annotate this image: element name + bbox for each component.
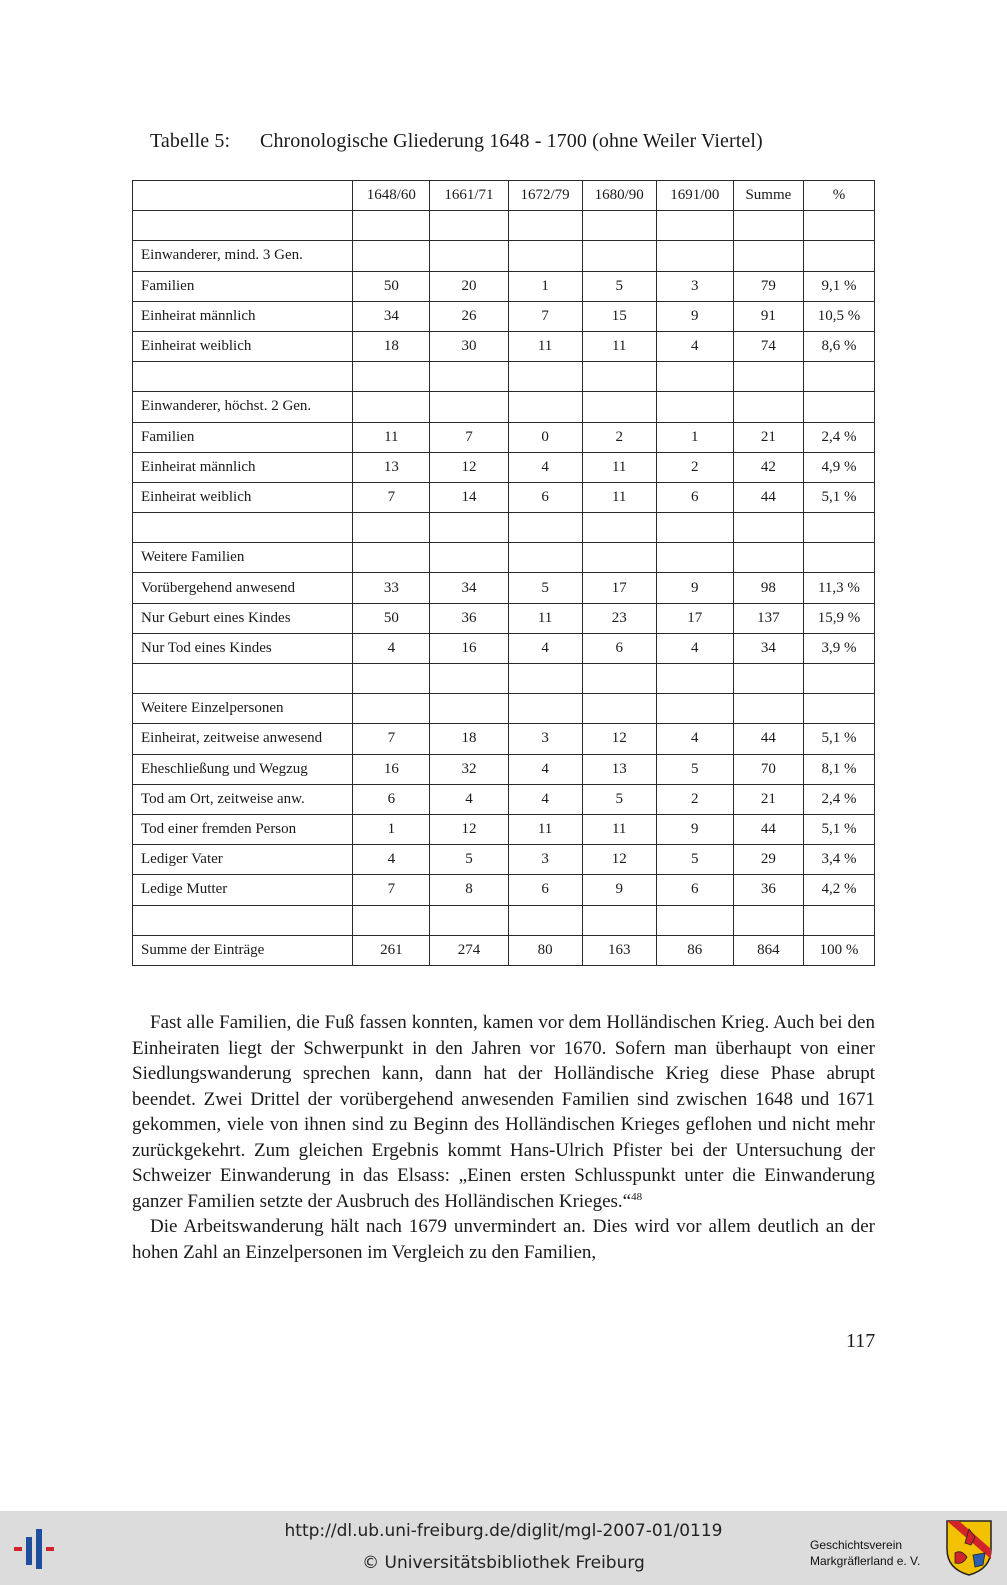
society-name [810,1537,920,1569]
row-label-cell [133,905,353,935]
table-cell: 11 [582,452,656,482]
table-cell: 3 [508,845,582,875]
table-cell [353,362,430,392]
table-row [133,573,875,603]
table-cell: 137 [733,603,803,633]
table-row [133,905,875,935]
table-row [133,241,875,271]
table-cell [430,211,508,241]
table-cell: 7 [353,875,430,905]
table-cell [353,392,430,422]
table-cell: 4 [656,724,733,754]
table-cell: 3,4 % [803,845,874,875]
table-cell: 11 [508,331,582,361]
table-cell [656,211,733,241]
table-cell [733,694,803,724]
table-cell: 44 [733,814,803,844]
table-row [133,935,875,965]
table-cell [582,392,656,422]
row-label-cell: Tod einer fremden Person [133,814,353,844]
table-cell: 98 [733,573,803,603]
table-cell [733,905,803,935]
table-cell: 864 [733,935,803,965]
table-cell: 1 [353,814,430,844]
table-cell: 11 [508,814,582,844]
table-cell: 7 [508,301,582,331]
table-cell: 7 [430,422,508,452]
table-cell [733,362,803,392]
table-cell: 14 [430,482,508,512]
table-cell [656,664,733,694]
table-row [133,543,875,573]
table-cell: 44 [733,482,803,512]
table-cell [430,543,508,573]
table-row [133,603,875,633]
table-cell: 23 [582,603,656,633]
caption-label: Tabelle 5: [150,130,231,152]
table-cell [508,905,582,935]
table-cell: 5 [508,573,582,603]
table-cell: 100 % [803,935,874,965]
table-cell: 18 [430,724,508,754]
row-label-cell: Einheirat männlich [133,301,353,331]
table-cell [582,664,656,694]
table-cell: 1 [656,422,733,452]
table-cell: 9 [656,301,733,331]
table-cell: 20 [430,271,508,301]
table-cell: 4 [353,845,430,875]
table-cell: 2 [582,422,656,452]
table-cell [803,211,874,241]
row-label-cell [133,513,353,543]
table-cell [430,664,508,694]
table-cell: 26 [430,301,508,331]
table-cell: 1661/71 [430,181,508,211]
table-cell: 17 [582,573,656,603]
table-cell [582,241,656,271]
table-cell [803,543,874,573]
table-cell [656,392,733,422]
table-cell: 5 [430,845,508,875]
table-cell: 33 [353,573,430,603]
table-cell: 5,1 % [803,814,874,844]
table-cell: 9,1 % [803,271,874,301]
row-label-cell: Ledige Mutter [133,875,353,905]
table-cell [353,694,430,724]
table-cell [430,392,508,422]
table-cell: 42 [733,452,803,482]
row-label-cell: Familien [133,422,353,452]
coat-of-arms-icon [945,1519,993,1577]
table-row [133,211,875,241]
table-cell: 6 [353,784,430,814]
table-cell [803,392,874,422]
table-cell: 34 [733,633,803,663]
table-cell: 70 [733,754,803,784]
table-row [133,301,875,331]
table-row [133,362,875,392]
row-label-cell: Weitere Familien [133,543,353,573]
table-cell [656,241,733,271]
table-cell: 6 [656,875,733,905]
table-cell: 4 [656,331,733,361]
row-label-cell: Einheirat männlich [133,452,353,482]
table-cell: 1691/00 [656,181,733,211]
table-cell [430,905,508,935]
table-cell [508,694,582,724]
table-cell [353,543,430,573]
table-row [133,331,875,361]
footnote-ref[interactable]: 48 [631,1190,643,1203]
table-cell: 0 [508,422,582,452]
table-cell: % [803,181,874,211]
table-cell [656,362,733,392]
society-line-1: Geschichtsverein [810,1538,903,1552]
row-label-cell: Tod am Ort, zeitweise anw. [133,784,353,814]
table-cell: 274 [430,935,508,965]
row-label-cell [133,664,353,694]
table-cell [508,362,582,392]
table-cell [733,543,803,573]
table-cell [582,694,656,724]
row-label-cell: Einheirat weiblich [133,482,353,512]
table-cell [803,905,874,935]
table-cell: 21 [733,422,803,452]
table-cell [353,664,430,694]
row-label-cell: Summe der Einträge [133,935,353,965]
table-cell [353,513,430,543]
table-cell: 79 [733,271,803,301]
table-cell: 2 [656,452,733,482]
table-cell: 261 [353,935,430,965]
page-number: 117 [846,1330,876,1352]
table-row [133,664,875,694]
table-cell [656,905,733,935]
table-cell [733,513,803,543]
table-cell: 8 [430,875,508,905]
table-cell: 5,1 % [803,482,874,512]
table-cell: 9 [656,814,733,844]
table-cell: 15 [582,301,656,331]
table-cell [733,664,803,694]
table-row [133,845,875,875]
row-label-cell: Einwanderer, höchst. 2 Gen. [133,392,353,422]
table-cell: 4 [508,452,582,482]
footer-copyright: © Universitätsbibliothek Freiburg [362,1553,645,1573]
table-cell: 50 [353,603,430,633]
table-cell: 12 [430,452,508,482]
paragraph-1 [132,1010,875,1214]
table-cell: 11,3 % [803,573,874,603]
footer-url[interactable]: http://dl.ub.uni-freiburg.de/diglit/mgl-2007-01/0119 [284,1521,723,1541]
table-cell: 18 [353,331,430,361]
table-cell: Summe [733,181,803,211]
table-cell: 8,6 % [803,331,874,361]
table-cell [733,241,803,271]
table-cell: 5 [656,845,733,875]
table-cell: 5 [656,754,733,784]
caption-title: Chronologische Gliederung 1648 - 1700 (ohne Weiler Viertel) [260,130,763,152]
table-cell [353,211,430,241]
table-cell: 80 [508,935,582,965]
table-cell: 91 [733,301,803,331]
row-label-cell: Nur Tod eines Kindes [133,633,353,663]
row-label-cell: Einwanderer, mind. 3 Gen. [133,241,353,271]
table-cell [582,543,656,573]
table-cell: 15,9 % [803,603,874,633]
table-cell [508,513,582,543]
table-cell: 2,4 % [803,784,874,814]
table-cell [803,513,874,543]
row-label-cell: Lediger Vater [133,845,353,875]
table-cell [353,905,430,935]
table-cell: 3,9 % [803,633,874,663]
table-row [133,694,875,724]
table-cell: 32 [430,754,508,784]
table-cell [508,211,582,241]
table-cell: 10,5 % [803,301,874,331]
table-cell: 44 [733,724,803,754]
table-cell: 2,4 % [803,422,874,452]
table-row [133,513,875,543]
table-cell: 12 [430,814,508,844]
footer-bar [0,1511,1007,1585]
table-row [133,784,875,814]
table-cell: 5 [582,271,656,301]
table-cell: 4,9 % [803,452,874,482]
row-label-cell: Familien [133,271,353,301]
table-cell [582,513,656,543]
table-cell: 7 [353,724,430,754]
table-cell: 4 [656,633,733,663]
table-cell: 9 [656,573,733,603]
table-cell: 7 [353,482,430,512]
table-cell: 6 [508,482,582,512]
paragraph-1-text: Fast alle Familien, die Fuß fassen konnten, kamen vor dem Holländischen Krieg. Auch bei den Einheiraten liegt der Schwerpunkt in den Jahren vor 1670. Sofern man überhaupt von einer Siedlungswanderung sprechen kann, dann hat der Holländische Krieg diese Phase abrupt beendet. Zwei Drittel der vorübergehend anwesenden Familien sind zwischen 1648 und 1671 gekommen, viele von ihnen sind zu Beginn des Holländischen Krieges geflohen und nicht mehr zurückgekehrt. Zum gleichen Ergebnis kommt Hans-Ulrich Pfister bei der Untersuchung der Schweizer Einwanderung in das Elsass: „Einen ersten Schlusspunkt unter die Einwanderung ganzer Familien setzte der Ausbruch des Holländischen Krieges.“ [132,1012,875,1212]
table-cell [656,543,733,573]
table-cell: 50 [353,271,430,301]
row-label-cell [133,362,353,392]
table-cell [803,241,874,271]
data-table [132,180,875,966]
table-cell: 13 [353,452,430,482]
table-cell: 16 [353,754,430,784]
table-cell: 11 [582,482,656,512]
table-cell [656,513,733,543]
table-cell [733,211,803,241]
table-cell: 163 [582,935,656,965]
row-label-cell [133,181,353,211]
table-cell: 11 [582,814,656,844]
table-row [133,875,875,905]
table-row [133,724,875,754]
table-cell [353,241,430,271]
table-cell: 4 [508,633,582,663]
table-body [133,181,875,966]
table-cell: 36 [733,875,803,905]
table-cell [803,694,874,724]
table-row [133,392,875,422]
table-cell: 30 [430,331,508,361]
table-cell: 3 [508,724,582,754]
row-label-cell [133,211,353,241]
table-cell [430,362,508,392]
table-cell: 5,1 % [803,724,874,754]
table-cell: 1680/90 [582,181,656,211]
table-row [133,482,875,512]
table-cell: 4,2 % [803,875,874,905]
table-cell: 4 [353,633,430,663]
table-cell: 36 [430,603,508,633]
table-row [133,452,875,482]
table-cell: 11 [582,331,656,361]
table-cell [803,362,874,392]
table-cell: 8,1 % [803,754,874,784]
table-cell [430,694,508,724]
table-cell: 4 [508,754,582,784]
row-label-cell: Einheirat weiblich [133,331,353,361]
table-cell: 1 [508,271,582,301]
society-line-2: Markgräflerland e. V. [810,1554,921,1568]
table-cell: 4 [508,784,582,814]
table-cell [508,392,582,422]
table-cell: 21 [733,784,803,814]
table-cell [803,664,874,694]
table-cell: 3 [656,271,733,301]
table-row [133,422,875,452]
table-cell: 16 [430,633,508,663]
table-cell [508,241,582,271]
body-text [132,1010,875,1265]
table-cell: 1648/60 [353,181,430,211]
table-cell: 74 [733,331,803,361]
table-cell: 2 [656,784,733,814]
table-cell: 6 [656,482,733,512]
row-label-cell: Weitere Einzelpersonen [133,694,353,724]
paragraph-2: Die Arbeitswanderung hält nach 1679 unvermindert an. Dies wird vor allem deutlich an der hohen Zahl an Einzelpersonen im Vergleich zu den Familien, [132,1216,875,1263]
table-cell: 12 [582,845,656,875]
table-cell: 34 [430,573,508,603]
table-cell: 17 [656,603,733,633]
table-cell: 5 [582,784,656,814]
table-cell [582,362,656,392]
table-caption [150,130,763,153]
table-cell: 9 [582,875,656,905]
table-cell [733,392,803,422]
table-cell [508,543,582,573]
table-row [133,271,875,301]
table-cell: 12 [582,724,656,754]
table-cell: 34 [353,301,430,331]
table-cell: 29 [733,845,803,875]
table-cell [656,694,733,724]
table-cell: 86 [656,935,733,965]
table-cell [430,513,508,543]
table-cell: 11 [353,422,430,452]
table-cell [430,241,508,271]
table-cell [582,211,656,241]
table-header-row [133,181,875,211]
table-cell: 4 [430,784,508,814]
table-cell: 6 [582,633,656,663]
table-cell: 13 [582,754,656,784]
table-cell [582,905,656,935]
row-label-cell: Nur Geburt eines Kindes [133,603,353,633]
row-label-cell: Einheirat, zeitweise anwesend [133,724,353,754]
table-cell: 6 [508,875,582,905]
table-cell: 11 [508,603,582,633]
table-row [133,754,875,784]
row-label-cell: Eheschließung und Wegzug [133,754,353,784]
table-row [133,633,875,663]
table-cell: 1672/79 [508,181,582,211]
row-label-cell: Vorübergehend anwesend [133,573,353,603]
table-cell [508,664,582,694]
table-row [133,814,875,844]
